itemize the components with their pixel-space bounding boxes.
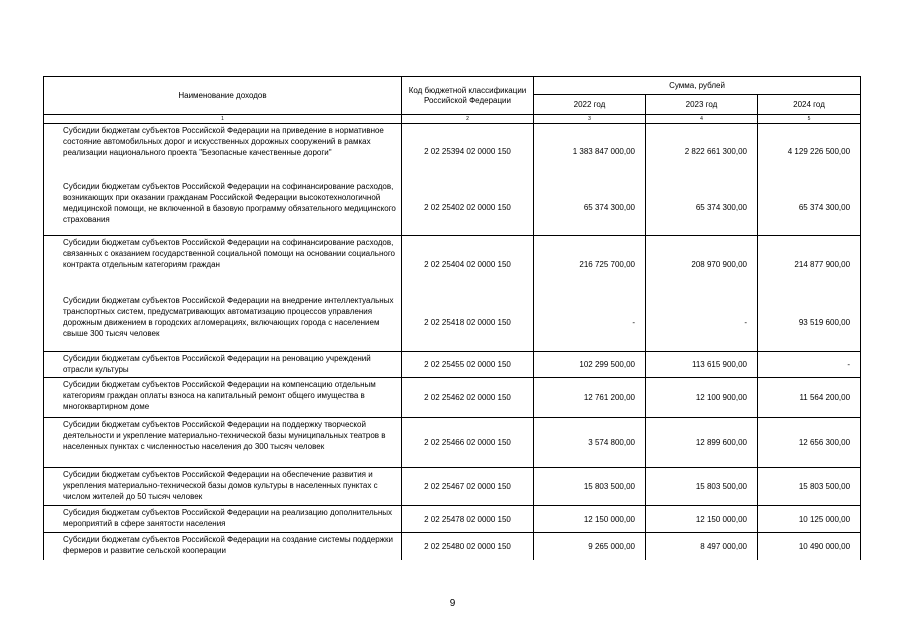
amount-2022: 15 803 500,00 bbox=[534, 468, 646, 506]
income-name: Субсидии бюджетам субъектов Российской Федерации на внедрение интеллектуальных транспортных систем, предусматривающих автоматизацию процессов управления дорожным движением в городских агломерациях, включающих города с населением свыше 300 тысяч человек bbox=[44, 294, 402, 352]
amount-2024: 65 374 300,00 bbox=[758, 180, 861, 236]
income-name: Субсидии бюджетам субъектов Российской Федерации на софинансирование расходов, связанных с оказанием государственной социальной помощи на основании социального контракта отдельным категориям граждан bbox=[44, 236, 402, 294]
amount-2022: 216 725 700,00 bbox=[534, 236, 646, 294]
header-sum: Сумма, рублей bbox=[534, 77, 861, 95]
amount-2022: 12 150 000,00 bbox=[534, 506, 646, 533]
col-number: 5 bbox=[758, 115, 861, 124]
income-name: Субсидии бюджетам субъектов Российской Федерации на обеспечение развития и укрепления материально-технической базы домов культуры в населенных пунктах с числом жителей до 50 тысяч человек bbox=[44, 468, 402, 506]
amount-2022: - bbox=[534, 294, 646, 352]
table-row bbox=[44, 378, 861, 418]
amount-2022: 12 761 200,00 bbox=[534, 378, 646, 418]
amount-2022: 65 374 300,00 bbox=[534, 180, 646, 236]
amount-2022: 9 265 000,00 bbox=[534, 533, 646, 560]
income-name: Субсидии бюджетам субъектов Российской Федерации на создание системы поддержки фермеров и развитие сельской кооперации bbox=[44, 533, 402, 560]
col-number: 1 bbox=[44, 115, 402, 124]
table-row bbox=[44, 294, 861, 352]
col-number: 2 bbox=[402, 115, 534, 124]
amount-2023: 12 899 600,00 bbox=[646, 418, 758, 468]
income-name: Субсидии бюджетам субъектов Российской Федерации на поддержку творческой деятельности и укрепление материально-технической базы муниципальных театров в населенных пунктах с численностью населения до 300 тысяч человек bbox=[44, 418, 402, 468]
income-code: 2 02 25480 02 0000 150 bbox=[402, 533, 534, 560]
header-year-2022: 2022 год bbox=[534, 95, 646, 115]
income-name: Субсидии бюджетам субъектов Российской Федерации на реновацию учреждений отрасли культуры bbox=[44, 352, 402, 378]
amount-2023: 65 374 300,00 bbox=[646, 180, 758, 236]
income-code: 2 02 25467 02 0000 150 bbox=[402, 468, 534, 506]
income-name: Субсидии бюджетам субъектов Российской Федерации на приведение в нормативное состояние автомобильных дорог и искусственных дорожных сооружений в рамках реализации национального проекта "Безопасные качественные дороги" bbox=[44, 124, 402, 180]
amount-2022: 102 299 500,00 bbox=[534, 352, 646, 378]
amount-2023: 12 100 900,00 bbox=[646, 378, 758, 418]
income-code: 2 02 25394 02 0000 150 bbox=[402, 124, 534, 180]
table-row bbox=[44, 124, 861, 180]
amount-2024: 10 125 000,00 bbox=[758, 506, 861, 533]
amount-2024: 4 129 226 500,00 bbox=[758, 124, 861, 180]
page-number: 9 bbox=[449, 598, 456, 609]
header-code: Код бюджетной классификации Российской Федерации bbox=[402, 77, 534, 115]
table-row bbox=[44, 180, 861, 236]
table-row bbox=[44, 533, 861, 560]
income-code: 2 02 25418 02 0000 150 bbox=[402, 294, 534, 352]
amount-2024: 93 519 600,00 bbox=[758, 294, 861, 352]
amount-2023: 2 822 661 300,00 bbox=[646, 124, 758, 180]
amount-2023: 15 803 500,00 bbox=[646, 468, 758, 506]
income-code: 2 02 25462 02 0000 150 bbox=[402, 378, 534, 418]
income-name: Субсидии бюджетам субъектов Российской Федерации на компенсацию отдельным категориям граждан оплаты взноса на капитальный ремонт общего имущества в многоквартирном доме bbox=[44, 378, 402, 418]
amount-2022: 3 574 800,00 bbox=[534, 418, 646, 468]
amount-2024: 214 877 900,00 bbox=[758, 236, 861, 294]
amount-2024: 15 803 500,00 bbox=[758, 468, 861, 506]
amount-2023: 208 970 900,00 bbox=[646, 236, 758, 294]
table-row bbox=[44, 468, 861, 506]
amount-2023: - bbox=[646, 294, 758, 352]
income-name: Субсидии бюджетам субъектов Российской Федерации на софинансирование расходов, возникающих при оказании гражданам Российской Федерации высокотехнологичной медицинской помощи, не включенной в базовую программу обязательного медицинского страхования bbox=[44, 180, 402, 236]
amount-2024: 11 564 200,00 bbox=[758, 378, 861, 418]
amount-2023: 12 150 000,00 bbox=[646, 506, 758, 533]
amount-2023: 8 497 000,00 bbox=[646, 533, 758, 560]
income-code: 2 02 25402 02 0000 150 bbox=[402, 180, 534, 236]
header-year-2023: 2023 год bbox=[646, 95, 758, 115]
amount-2024: - bbox=[758, 352, 861, 378]
income-code: 2 02 25404 02 0000 150 bbox=[402, 236, 534, 294]
table-row bbox=[44, 236, 861, 294]
income-code: 2 02 25466 02 0000 150 bbox=[402, 418, 534, 468]
income-name: Субсидия бюджетам субъектов Российской Федерации на реализацию дополнительных мероприятий в сфере занятости населения bbox=[44, 506, 402, 533]
header-year-2024: 2024 год bbox=[758, 95, 861, 115]
header-name: Наименование доходов bbox=[44, 77, 402, 115]
income-code: 2 02 25455 02 0000 150 bbox=[402, 352, 534, 378]
budget-table bbox=[43, 76, 861, 560]
col-number: 3 bbox=[534, 115, 646, 124]
col-number: 4 bbox=[646, 115, 758, 124]
amount-2024: 10 490 000,00 bbox=[758, 533, 861, 560]
amount-2022: 1 383 847 000,00 bbox=[534, 124, 646, 180]
table-row bbox=[44, 506, 861, 533]
table-row bbox=[44, 418, 861, 468]
amount-2024: 12 656 300,00 bbox=[758, 418, 861, 468]
amount-2023: 113 615 900,00 bbox=[646, 352, 758, 378]
income-code: 2 02 25478 02 0000 150 bbox=[402, 506, 534, 533]
table-row bbox=[44, 352, 861, 378]
